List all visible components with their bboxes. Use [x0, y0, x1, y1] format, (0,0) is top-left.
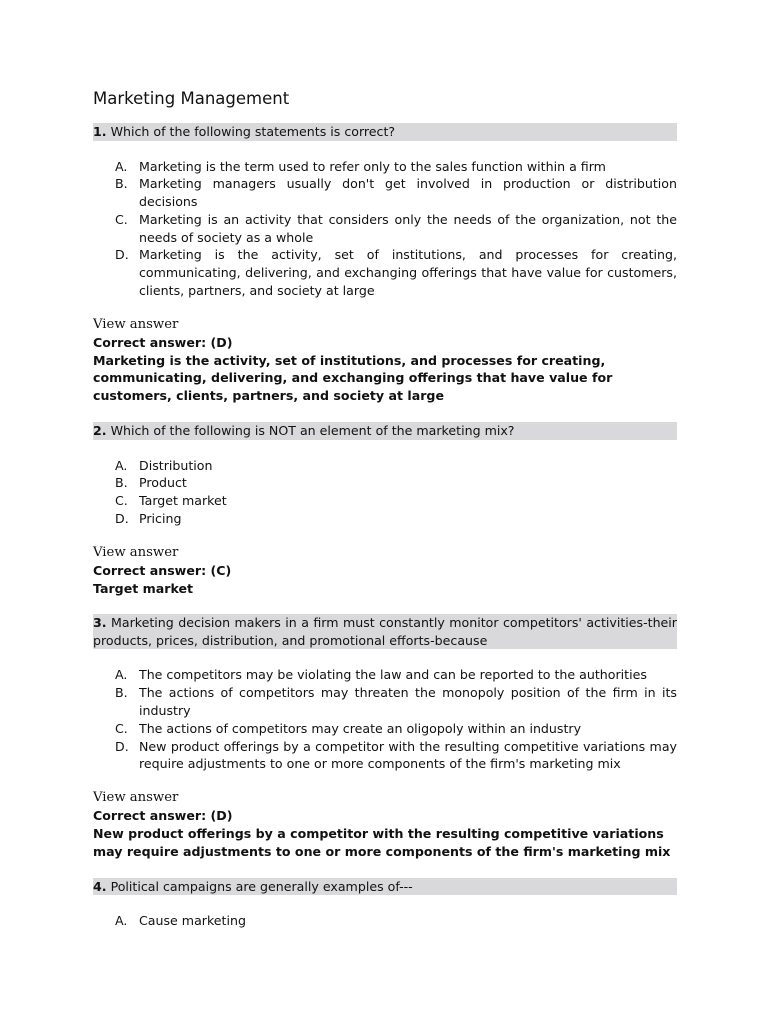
option-list — [93, 912, 677, 930]
question-4 — [93, 878, 677, 930]
correct-answer: Correct answer: (D) — [93, 808, 233, 824]
option-item — [93, 720, 677, 738]
option-text: The actions of competitors may threaten the monopoly position of the firm in its industry — [139, 685, 677, 718]
view-answer-link[interactable]: View answer — [93, 316, 179, 332]
option-list — [93, 666, 677, 773]
option-item — [93, 246, 677, 299]
option-letter: D. — [115, 510, 129, 526]
option-list — [93, 457, 677, 528]
view-answer-link[interactable]: View answer — [93, 790, 179, 806]
option-text: New product offerings by a competitor with the resulting competitive variations may require adjustments to one or more components of the firm's marketing mix — [139, 738, 677, 772]
option-letter: D. — [115, 738, 129, 754]
option-text: Marketing is an activity that considers only the needs of the organization, not the needs of society as a whole — [139, 211, 677, 245]
question-text: Which of the following is NOT an element of the marketing mix? — [110, 423, 515, 439]
option-text: Cause marketing — [139, 913, 246, 929]
view-answer-link[interactable]: View answer — [93, 544, 179, 560]
option-item — [93, 738, 677, 774]
option-letter: B. — [115, 685, 128, 701]
option-item — [93, 684, 677, 720]
option-item — [93, 666, 677, 684]
option-item — [93, 912, 677, 930]
question-header — [93, 123, 677, 141]
question-2 — [93, 422, 677, 597]
question-3 — [93, 614, 677, 860]
question-number: 3. — [93, 615, 107, 631]
answer-explanation: New product offerings by a competitor with the resulting competitive variations may require adjustments to one or more components of the firm's marketing mix — [93, 825, 671, 859]
option-letter: A. — [115, 913, 128, 929]
question-number: 1. — [93, 124, 107, 139]
option-text: Marketing managers usually don't get involved in production or distribution decisions — [139, 176, 677, 210]
option-list — [93, 158, 677, 300]
question-number: 2. — [93, 423, 107, 439]
question-number: 4. — [93, 878, 107, 894]
answer-explanation: Target market — [93, 580, 194, 596]
question-header — [93, 614, 677, 649]
option-item — [93, 158, 677, 176]
option-text: Pricing — [139, 510, 182, 526]
option-item — [93, 457, 677, 475]
option-letter: B. — [115, 176, 128, 192]
option-text: The actions of competitors may create an oligopoly within an industry — [139, 720, 582, 736]
question-header — [93, 878, 677, 896]
correct-answer: Correct answer: (D) — [93, 334, 233, 350]
option-letter: A. — [115, 667, 128, 683]
option-letter: C. — [115, 493, 128, 509]
option-text: Distribution — [139, 457, 213, 473]
option-letter: C. — [115, 211, 128, 227]
answer-explanation: Marketing is the activity, set of institutions, and processes for creating, communicating, delivering, and exchanging offerings that have value for customers, clients, partners, and society at large — [93, 352, 613, 404]
option-text: The competitors may be violating the law and can be reported to the authorities — [139, 667, 647, 683]
option-letter: A. — [115, 158, 128, 174]
option-item — [93, 492, 677, 510]
option-item — [93, 175, 677, 211]
question-1 — [93, 123, 677, 405]
option-letter: C. — [115, 720, 128, 736]
question-text: Political campaigns are generally examples of--- — [110, 878, 413, 894]
option-item — [93, 211, 677, 247]
option-text: Target market — [139, 493, 227, 509]
correct-answer: Correct answer: (C) — [93, 562, 232, 578]
option-item — [93, 474, 677, 492]
option-text: Marketing is the activity, set of institutions, and processes for creating, communicating, delivering, and exchanging offerings that have value for customers, clients, partners, and society at large — [139, 247, 677, 299]
question-text: Marketing decision makers in a firm must constantly monitor competitors' activities-their products, prices, distribution, and promotional efforts-because — [93, 615, 677, 648]
question-text: Which of the following statements is correct? — [110, 124, 396, 139]
option-letter: D. — [115, 247, 129, 263]
option-letter: A. — [115, 457, 128, 473]
option-text: Marketing is the term used to refer only to the sales function within a firm — [139, 158, 606, 174]
page-title: Marketing Management — [93, 89, 290, 108]
option-letter: B. — [115, 475, 128, 491]
option-text: Product — [139, 475, 187, 491]
document-page — [93, 86, 677, 930]
question-header — [93, 422, 677, 440]
option-item — [93, 510, 677, 528]
